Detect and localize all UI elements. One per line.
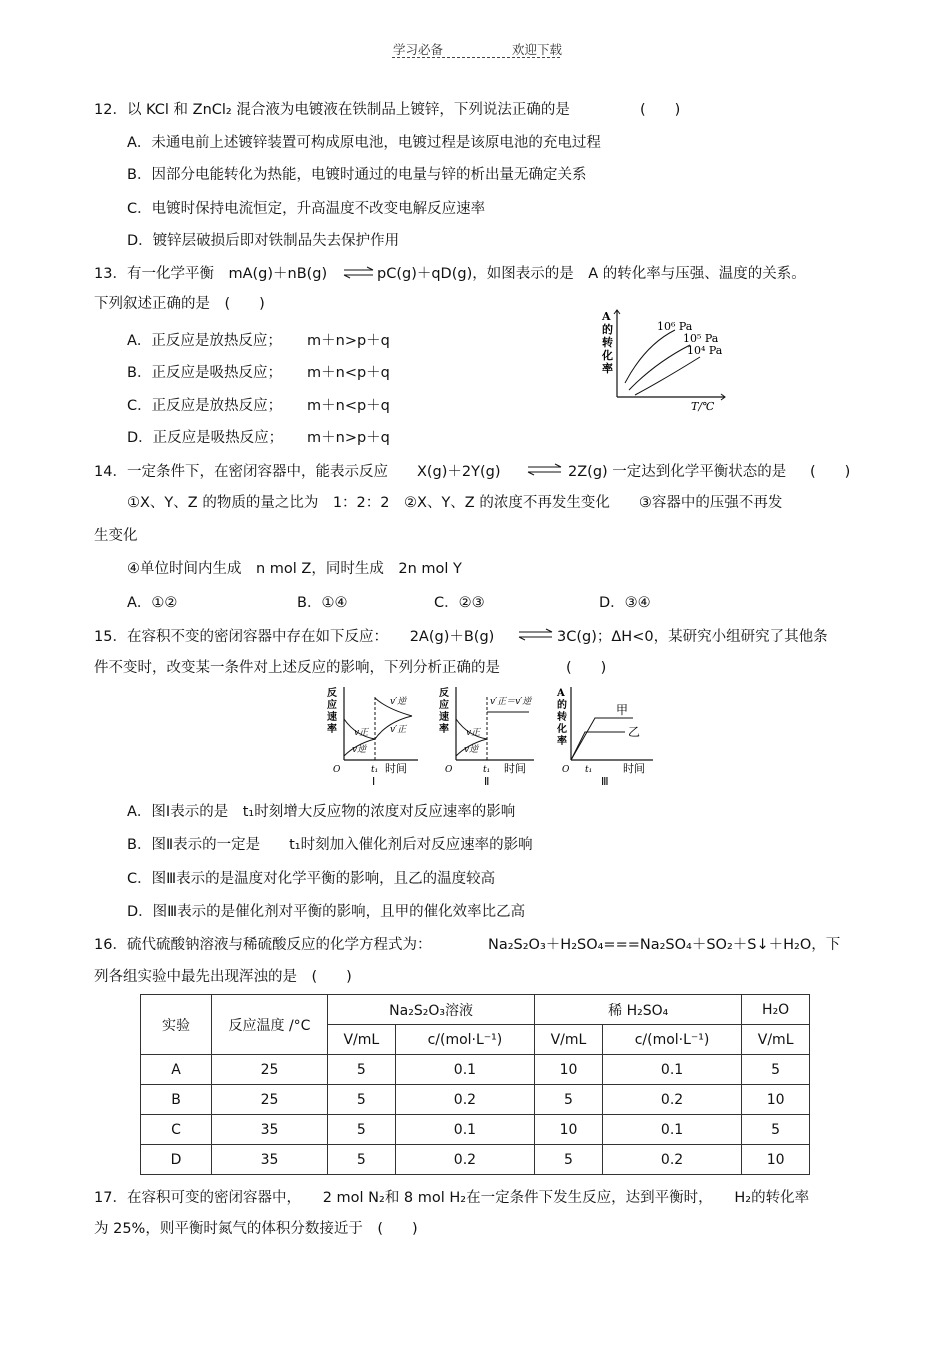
q15-stem-b: 3C(g)；ΔH<0，某研究小组研究了其他条 [557, 629, 828, 645]
q15-f3-origin: O [562, 765, 570, 775]
q15-f2-veq: v′正＝v′逆 [490, 697, 532, 707]
q13-option-a: A．正反应是放热反应； [127, 333, 282, 349]
th-v: V/mL [535, 1025, 603, 1055]
q15-figure-3 [553, 684, 658, 788]
table-cell: 0.2 [602, 1145, 741, 1175]
th-temp: 反应温度 /°C [212, 995, 328, 1055]
table-cell: 5 [535, 1085, 603, 1115]
q13-stem-a: 13．有一化学平衡 mA(g)＋nB(g) [94, 266, 328, 282]
q15-option-c: C．图Ⅲ表示的是温度对化学平衡的影响，且乙的温度较高 [127, 871, 496, 887]
table-cell: 0.1 [602, 1055, 741, 1085]
q15-stem-c: 件不变时，改变某一条件对上述反应的影响，下列分析正确的是 [94, 660, 500, 676]
th-c: c/(mol·L⁻¹) [395, 1025, 534, 1055]
q15-f3-jia: 甲 [616, 703, 629, 717]
table-cell: 5 [328, 1115, 396, 1145]
table-cell: 0.2 [395, 1085, 534, 1115]
table-cell: 10 [742, 1145, 810, 1175]
equilibrium-arrow-icon [343, 266, 375, 280]
q16-table [140, 994, 810, 1175]
q13-option-b-cond: m＋n<p＋q [307, 365, 390, 381]
q13-graph [595, 305, 730, 417]
q13-option-d: D．正反应是吸热反应； [127, 430, 284, 446]
th-water: H₂O [742, 995, 810, 1025]
table-cell: C [141, 1115, 212, 1145]
q13-ylabel-2: 转 [602, 336, 613, 349]
q14-option-c: C．②③ [434, 595, 485, 611]
q15-f1-name: Ⅰ [372, 775, 376, 788]
q13-option-d-cond: m＋n>p＋q [307, 430, 390, 446]
table-cell: 25 [212, 1085, 328, 1115]
q15-f1-origin: O [333, 765, 341, 775]
table-cell: 5 [742, 1055, 810, 1085]
q12-stem: 12．以 KCl 和 ZnCl₂ 混合液为电镀液在铁制品上镀锌，下列说法正确的是 [94, 102, 570, 118]
table-cell: 5 [535, 1145, 603, 1175]
header-right: 欢迎下载 [512, 42, 563, 57]
q15-figure-1 [322, 684, 422, 788]
q15-f3-name: Ⅲ [601, 775, 609, 788]
q15-f2-vni: v逆 [464, 745, 479, 755]
table-row [141, 1055, 810, 1085]
q17-line1: 17．在容积可变的密闭容器中， 2 mol N₂和 8 mol H₂在一定条件下发生反应，达到平衡时， H₂的转化率 [94, 1190, 810, 1206]
q15-f1-ylabel-1: 应 [327, 700, 337, 711]
q13-curve-label-1: 10⁵ Pa [683, 332, 719, 345]
table-cell: 0.1 [395, 1055, 534, 1085]
curve-1e6 [625, 330, 675, 383]
q14-option-d: D．③④ [599, 595, 651, 611]
q14-stem-b: 2Z(g) 一定达到化学平衡状态的是 [568, 464, 787, 480]
q14-line4: ④单位时间内生成 n mol Z，同时生成 2n mol Y [127, 561, 462, 577]
table-cell: 35 [212, 1115, 328, 1145]
q15-f1-ylabel-3: 率 [327, 724, 337, 735]
q14-line3: 生变化 [94, 528, 138, 544]
q15-f3-t1: t₁ [585, 765, 593, 775]
q13-option-b: B．正反应是吸热反应； [127, 365, 282, 381]
q13-option-a-cond: m＋n>p＋q [307, 333, 390, 349]
q13-ylabel-0: A [602, 310, 611, 323]
table-cell: 5 [328, 1055, 396, 1085]
table-row [141, 1085, 810, 1115]
q15-f2-ylabel-2: 速 [439, 712, 449, 723]
q15-f1-xlabel: 时间 [385, 762, 407, 775]
table-row [141, 1145, 810, 1175]
header-left: 学习必备 [393, 42, 444, 57]
q15-f2-ylabel-3: 率 [439, 724, 449, 735]
q15-f3-ylabel-4: 率 [557, 736, 567, 747]
q15-figure-2 [434, 684, 544, 788]
q15-f2-t1: t₁ [483, 765, 491, 775]
th-v: V/mL [742, 1025, 810, 1055]
curve-1e5 [629, 345, 690, 390]
th-na2s2o3: Na₂S₂O₃溶液 [328, 995, 535, 1025]
q13-xlabel: T/℃ [691, 400, 715, 413]
th-c: c/(mol·L⁻¹) [602, 1025, 741, 1055]
q15-stem-a: 15．在容积不变的密闭容器中存在如下反应： 2A(g)＋B(g) [94, 629, 495, 645]
q12-option-c: C．电镀时保持电流恒定，升高温度不改变电解反应速率 [127, 201, 486, 217]
q16-stem-a: 16．硫代硫酸钠溶液与稀硫酸反应的化学方程式为： [94, 937, 432, 953]
q15-f1-v2zheng: v′正 [390, 725, 407, 735]
q12-option-b: B．因部分电能转化为热能，电镀时通过的电量与锌的析出量无确定关系 [127, 167, 587, 183]
q13-curve-label-0: 10⁶ Pa [657, 320, 693, 333]
table-cell: A [141, 1055, 212, 1085]
q15-paren: ( ) [566, 660, 607, 676]
q13-ylabel-4: 率 [602, 362, 613, 375]
q15-f1-ylabel-0: 反 [327, 688, 337, 699]
table-cell: 0.1 [395, 1115, 534, 1145]
q13-option-c: C．正反应是放热反应； [127, 398, 283, 414]
q15-f3-ylabel-1: 的 [557, 700, 567, 711]
q14-option-b: B．①④ [297, 595, 348, 611]
table-cell: 5 [328, 1145, 396, 1175]
table-cell: 10 [742, 1085, 810, 1115]
table-cell: 10 [535, 1115, 603, 1145]
table-cell: 0.2 [602, 1085, 741, 1115]
table-cell: 5 [328, 1085, 396, 1115]
q14-line2: ①X、Y、Z 的物质的量之比为 1：2：2 ②X、Y、Z 的浓度不再发生变化 ③容器中的压强不再发 [127, 495, 783, 511]
table-cell: 5 [742, 1115, 810, 1145]
q15-f1-vzheng: v正 [354, 728, 369, 738]
table-row [141, 1115, 810, 1145]
table-cell: D [141, 1145, 212, 1175]
q13-stem-b: pC(g)＋qD(g)，如图表示的是 A 的转化率与压强、温度的关系。 [377, 266, 806, 282]
q15-f2-xlabel: 时间 [504, 762, 526, 775]
q15-f3-yi: 乙 [628, 725, 641, 739]
q15-option-b: B．图Ⅱ表示的一定是 t₁时刻加入催化剂后对反应速率的影响 [127, 837, 533, 853]
table-cell: 25 [212, 1055, 328, 1085]
q13-ylabel-3: 化 [602, 349, 613, 362]
q15-f2-vzheng: v正 [466, 728, 481, 738]
q15-option-d: D．图Ⅲ表示的是催化剂对平衡的影响，且甲的催化效率比乙高 [127, 904, 526, 920]
q15-f1-t1: t₁ [371, 765, 379, 775]
table-cell: 0.1 [602, 1115, 741, 1145]
table-cell: 35 [212, 1145, 328, 1175]
th-h2so4: 稀 H₂SO₄ [535, 995, 742, 1025]
q16-equation: Na₂S₂O₃＋H₂SO₄===Na₂SO₄＋SO₂＋S↓＋H₂O，下 [488, 937, 841, 953]
q15-f1-ylabel-2: 速 [327, 712, 337, 723]
q14-paren: ( ) [810, 464, 851, 480]
th-exp: 实验 [141, 995, 212, 1055]
table-cell: 10 [535, 1055, 603, 1085]
q15-f1-v2ni: v′逆 [390, 697, 407, 707]
q12-option-a: A．未通电前上述镀锌装置可构成原电池，电镀过程是该原电池的充电过程 [127, 135, 601, 151]
table-cell: B [141, 1085, 212, 1115]
q15-option-a: A．图Ⅰ表示的是 t₁时刻增大反应物的浓度对反应速率的影响 [127, 804, 516, 820]
q12-paren: ( ) [640, 102, 681, 118]
q14-stem-a: 14．一定条件下，在密闭容器中，能表示反应 X(g)＋2Y(g) [94, 464, 501, 480]
q13-stem-c: 下列叙述正确的是 ( ) [94, 296, 265, 312]
q13-option-c-cond: m＋n<p＋q [307, 398, 390, 414]
q17-line2: 为 25%，则平衡时氮气的体积分数接近于 ( ) [94, 1221, 418, 1237]
th-v: V/mL [328, 1025, 396, 1055]
q15-f3-ylabel-0: A [557, 688, 565, 699]
q15-f2-ylabel-1: 应 [439, 700, 449, 711]
equilibrium-arrow-icon [518, 628, 554, 642]
q15-f2-name: Ⅱ [484, 775, 490, 788]
curve-1e4 [635, 357, 700, 395]
q12-option-d: D．镀锌层破损后即对铁制品失去保护作用 [127, 233, 400, 249]
q15-f2-origin: O [445, 765, 453, 775]
q14-option-a: A．①② [127, 595, 178, 611]
q15-f3-xlabel: 时间 [623, 762, 645, 775]
q15-f2-ylabel-0: 反 [439, 688, 449, 699]
equilibrium-arrow-icon [527, 463, 563, 477]
table-cell: 0.2 [395, 1145, 534, 1175]
q15-f3-ylabel-3: 化 [557, 724, 567, 735]
header-divider [392, 57, 560, 58]
q15-f1-vni: v逆 [352, 745, 367, 755]
q13-curve-label-2: 10⁴ Pa [687, 344, 723, 357]
q15-f3-ylabel-2: 转 [557, 712, 567, 723]
q13-ylabel-1: 的 [602, 323, 613, 336]
q16-stem-b: 列各组实验中最先出现浑浊的是 ( ) [94, 969, 352, 985]
